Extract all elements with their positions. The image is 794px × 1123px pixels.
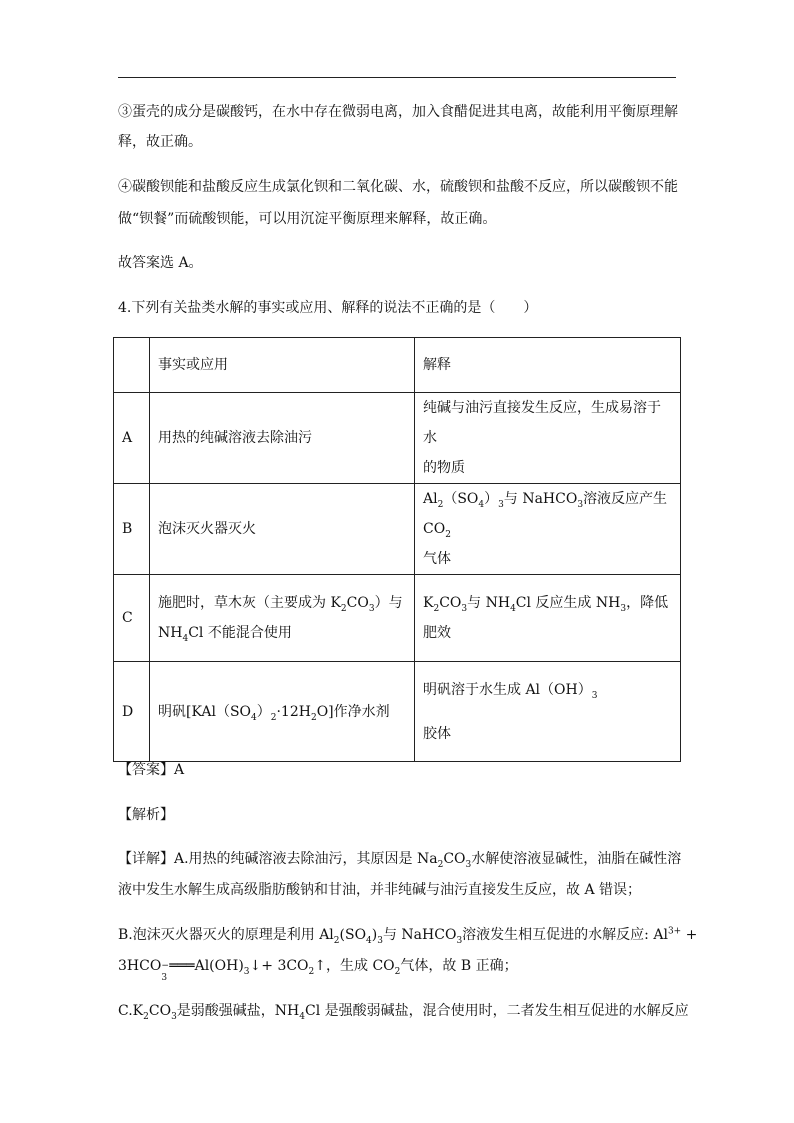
header-rule	[118, 77, 676, 78]
detail-b-line-1: B.泡沫灭火器灭火的原理是利用 $Al_2(SO_4)_3$与 NaHCO$_3$溶液发生相互促进的水解反应: $Al^{3+}$ +	[118, 926, 698, 946]
answer-choice: 故答案选 A。	[118, 255, 203, 271]
detail-a-line-1: 【详解】A.用热的纯碱溶液去除油污，其原因是 $Na_2CO_3$水解使溶液显碱性，油脂在碱性溶	[118, 851, 682, 870]
row-explain: $K_2CO_3$与 $NH_4Cl$ 反应生成 $NH_3$，降低肥效	[415, 575, 681, 662]
paragraph-4-line-1: ④碳酸钡能和盐酸反应生成氯化钡和二氧化碳、水，硫酸钡和盐酸不反应，所以碳酸钡不能	[118, 179, 678, 195]
row-label: B	[114, 484, 150, 575]
analysis-label: 【解析】	[118, 807, 174, 823]
paragraph-3-line-1: ③蛋壳的成分是碳酸钙，在水中存在微弱电离，加入食醋促进其电离，故能利用平衡原理解	[118, 104, 678, 120]
row-explain: 纯碱与油污直接发生反应，生成易溶于水 的物质	[415, 393, 681, 484]
row-explain: $Al_2(SO_4)_3$与 NaHCO$_3$溶液反应产生 $CO_2$ 气体	[415, 484, 681, 575]
question-4: 4.下列有关盐类水解的事实或应用、解释的说法不正确的是（ ）	[118, 300, 538, 316]
row-fact: 施肥时，草木灰（主要成为 $K_2CO_3$）与 $NH_4Cl$ 不能混合使用	[150, 575, 415, 662]
row-explain: 明矾溶于水生成 $Al(OH)_3$ 胶体	[415, 662, 681, 762]
table-header-fact: 事实或应用	[150, 338, 415, 393]
table-header-row	[114, 338, 681, 393]
paragraph-4-line-2: 做“钡餐”而硫酸钡能，可以用沉淀平衡原理来解释，故正确。	[118, 211, 497, 227]
detail-a-line-2: 液中发生水解生成高级脂肪酸钠和甘油，并非纯碱与油污直接发生反应，故 A 错误；	[118, 882, 642, 898]
row-label: D	[114, 662, 150, 762]
detail-b-line-2: 3HCO − 3 $═══Al(OH)_3↓+$ $3CO_2↑$，生成 $CO_2$气体，故 B 正确；	[118, 958, 518, 983]
row-label: A	[114, 393, 150, 484]
row-fact: 泡沫灭火器灭火	[150, 484, 415, 575]
table-cell-empty	[114, 338, 150, 393]
table-header-explain: 解释	[415, 338, 681, 393]
row-fact: 用热的纯碱溶液去除油污	[150, 393, 415, 484]
answer-label: 【答案】A	[118, 762, 185, 778]
table-row	[114, 393, 681, 484]
row-label: C	[114, 575, 150, 662]
table-row	[114, 484, 681, 575]
row-fact: 明矾$[KAl(SO_4)_2\cdot 12H_2O]$作净水剂	[150, 662, 415, 762]
question-table	[113, 337, 681, 762]
paragraph-3-line-2: 释，故正确。	[118, 134, 202, 150]
detail-c-line-1: $C.K_2CO_3$是弱酸强碱盐，$NH_4Cl$ 是强酸弱碱盐，混合使用时，二者发生相互促进的水解反应	[118, 1003, 689, 1022]
table-row	[114, 575, 681, 662]
table-row	[114, 662, 681, 762]
